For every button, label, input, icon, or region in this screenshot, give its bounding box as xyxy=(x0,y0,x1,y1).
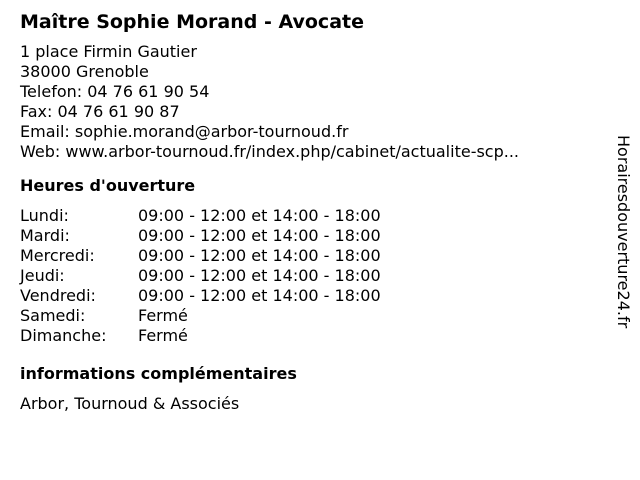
day-label: Mardi: xyxy=(20,226,70,245)
hours-value: 09:00 - 12:00 et 14:00 - 18:00 xyxy=(138,286,381,305)
contact-block xyxy=(20,42,600,162)
business-title: Maître Sophie Morand - Avocate xyxy=(20,11,364,33)
day-label: Vendredi: xyxy=(20,286,96,305)
additional-info-text: Arbor, Tournoud & Associés xyxy=(20,394,240,413)
hours-row xyxy=(20,246,600,266)
day-label: Lundi: xyxy=(20,206,69,225)
hours-row xyxy=(20,206,600,226)
hours-value: 09:00 - 12:00 et 14:00 - 18:00 xyxy=(138,226,381,245)
day-label: Dimanche: xyxy=(20,326,107,345)
hours-row xyxy=(20,266,600,286)
hours-value: 09:00 - 12:00 et 14:00 - 18:00 xyxy=(138,246,381,265)
hours-value: Fermé xyxy=(138,306,188,325)
email-address: Email: sophie.morand@arbor-tournoud.fr xyxy=(20,122,349,141)
phone-number: Telefon: 04 76 61 90 54 xyxy=(20,82,210,101)
day-label: Jeudi: xyxy=(20,266,65,285)
hours-value: Fermé xyxy=(138,326,188,345)
hours-row xyxy=(20,286,600,306)
additional-info-heading: informations complémentaires xyxy=(20,364,297,383)
hours-row xyxy=(20,306,600,326)
side-brand-watermark: Horairesdouverture24.fr xyxy=(614,135,633,329)
hours-row xyxy=(20,226,600,246)
business-card xyxy=(20,9,600,414)
hours-row xyxy=(20,326,600,346)
day-label: Mercredi: xyxy=(20,246,95,265)
website-address: Web: www.arbor-tournoud.fr/index.php/cabinet/actualite-scp... xyxy=(20,142,520,161)
opening-hours-heading: Heures d'ouverture xyxy=(20,176,196,195)
street-address: 1 place Firmin Gautier xyxy=(20,42,197,61)
hours-value: 09:00 - 12:00 et 14:00 - 18:00 xyxy=(138,266,381,285)
hours-value: 09:00 - 12:00 et 14:00 - 18:00 xyxy=(138,206,381,225)
fax-number: Fax: 04 76 61 90 87 xyxy=(20,102,180,121)
day-label: Samedi: xyxy=(20,306,86,325)
opening-hours-table xyxy=(20,206,600,346)
city-address: 38000 Grenoble xyxy=(20,62,149,81)
